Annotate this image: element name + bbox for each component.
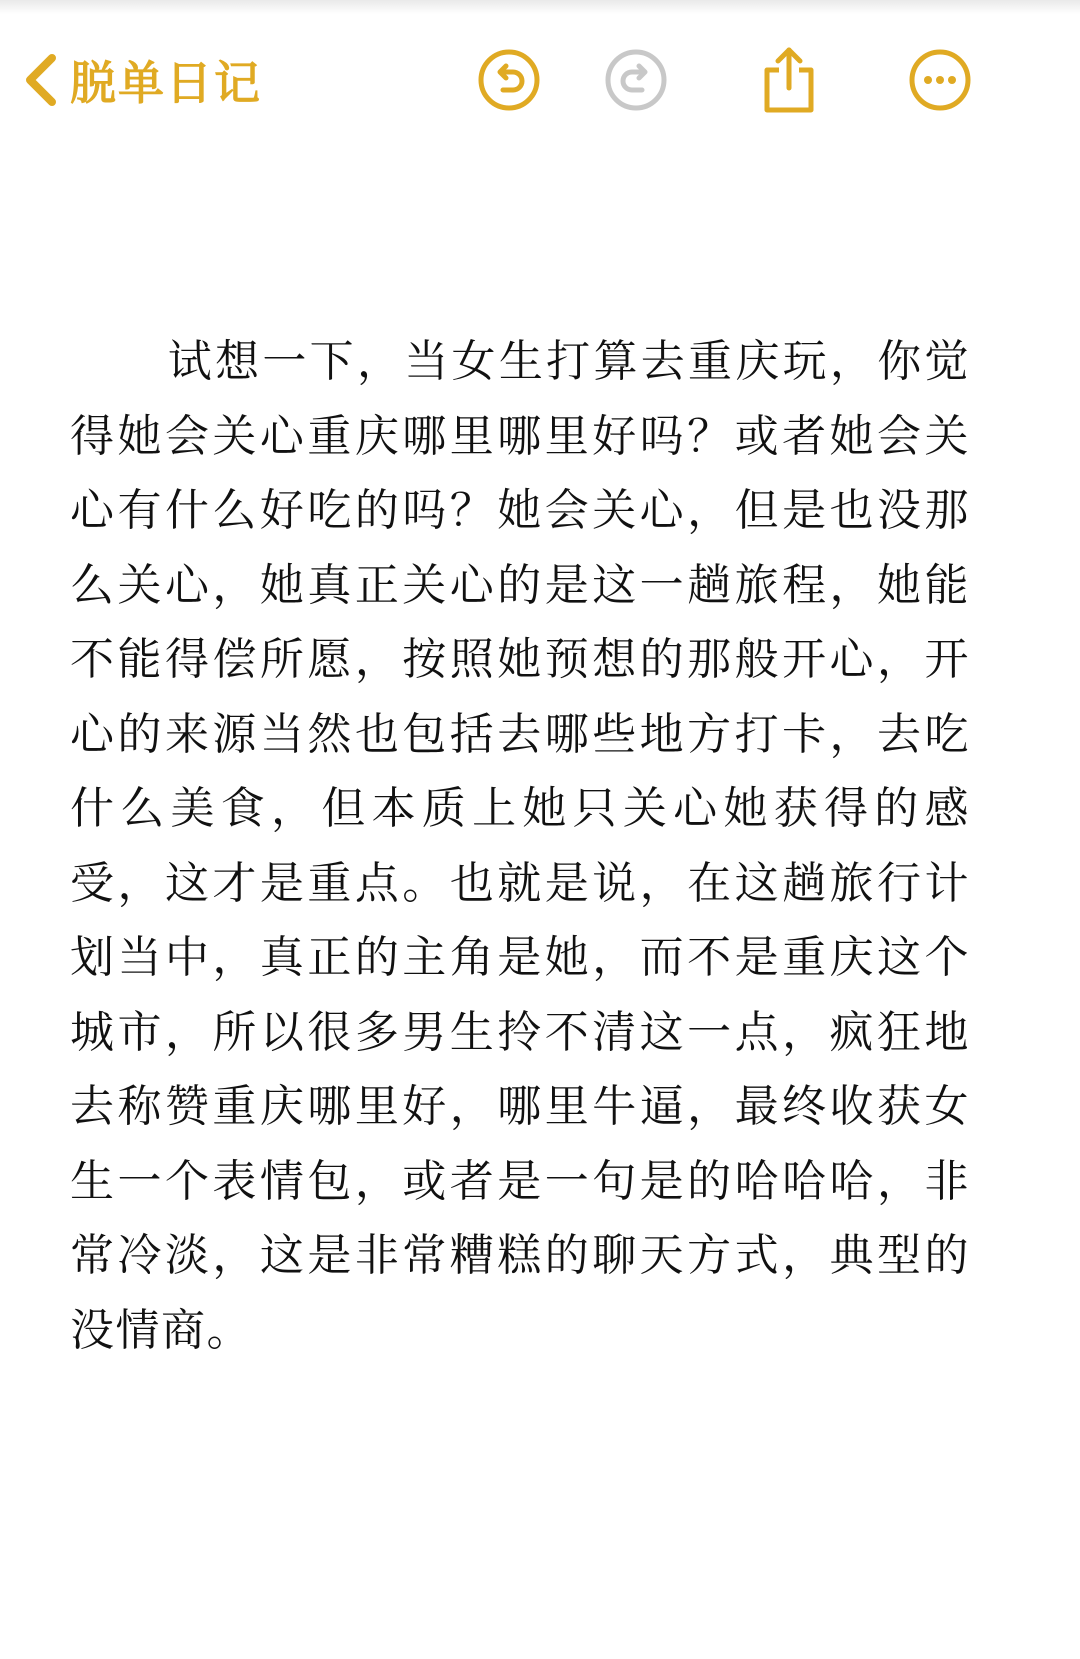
share-icon — [757, 44, 821, 116]
top-fade — [0, 0, 1080, 14]
note-body[interactable] — [70, 325, 970, 1368]
undo-button[interactable] — [473, 44, 545, 116]
undo-icon — [477, 48, 541, 112]
note-toolbar — [0, 30, 1080, 130]
more-button[interactable] — [904, 44, 976, 116]
more-icon — [908, 48, 972, 112]
redo-icon — [604, 48, 668, 112]
share-button[interactable] — [753, 44, 825, 116]
note-text: 试想一下，当女生打算去重庆玩，你觉得她会关心重庆哪里哪里好吗？或者她会关心有什么好吃的吗？她会关心，但是也没那么关心，她真正关心的是这一趟旅程，她能不能得偿所愿，按照她预想的那般开心，开心的来源当然也包括去哪些地方打卡，去吃什么美食，但本质上她只关心她获得的感受，这才是重点。也就是说，在这趟旅行计划当中，真正的主角是她，而不是重庆这个城市，所以很多男生拎不清这一点，疯狂地去称赞重庆哪里好，哪里牛逼，最终收获女生一个表情包，或者是一句是的哈哈哈，非常冷淡，这是非常糟糕的聊天方式，典型的没情商。 — [70, 336, 970, 1356]
chevron-left-icon — [22, 52, 58, 108]
redo-button[interactable] — [600, 44, 672, 116]
back-button[interactable] — [22, 44, 262, 116]
back-label: 脱单日记 — [70, 56, 262, 110]
